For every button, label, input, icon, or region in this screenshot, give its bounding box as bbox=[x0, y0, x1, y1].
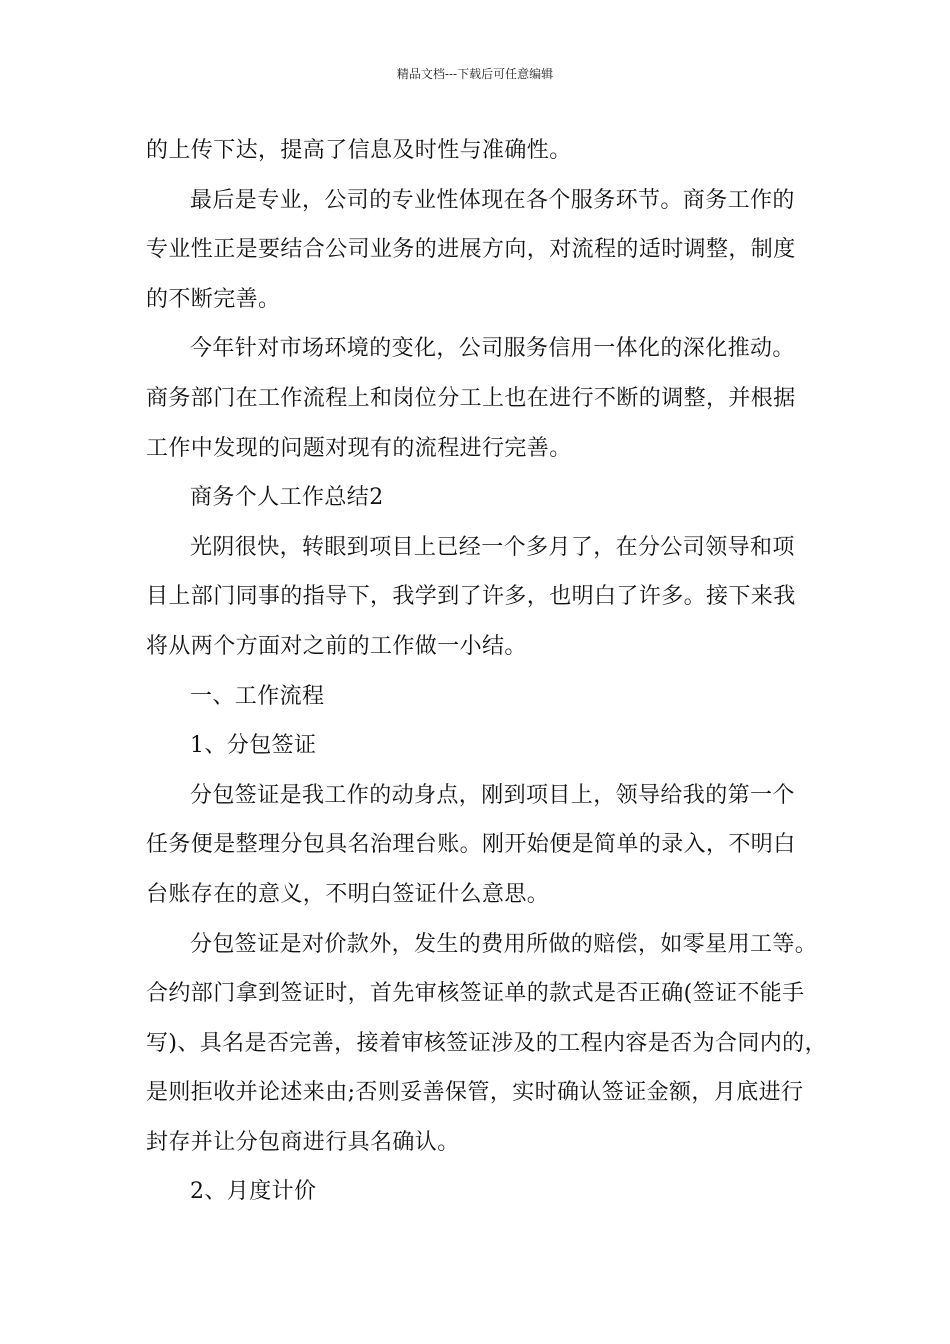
text-line: 今年针对市场环境的变化，公司服务信用一体化的深化推动。 bbox=[190, 336, 795, 362]
document-body bbox=[146, 126, 827, 1217]
section-title: 商务个人工作总结2 bbox=[190, 485, 384, 511]
text-line: 的不断完善。 bbox=[146, 286, 281, 312]
text-line: 任务便是整理分包具名治理台账。刚开始便是简单的录入，不明白 bbox=[146, 832, 796, 858]
text-line: 工作中发现的问题对现有的流程进行完善。 bbox=[146, 435, 572, 461]
text-line: 将从两个方面对之前的工作做一小结。 bbox=[146, 633, 527, 659]
text-line: 写)、具名是否完善，接着审核签证涉及的工程内容是否为合同内的， bbox=[146, 1030, 827, 1056]
text-line: 封存并让分包商进行具名确认。 bbox=[146, 1129, 460, 1155]
subsection-heading: 1、分包签证 bbox=[190, 733, 317, 759]
text-line: 最后是专业，公司的专业性体现在各个服务环节。商务工作的 bbox=[190, 187, 795, 213]
text-line: 目上部门同事的指导下，我学到了许多，也明白了许多。接下来我 bbox=[146, 584, 796, 610]
text-line: 是则拒收并论述来由;否则妥善保管，实时确认签证金额，月底进行 bbox=[146, 1080, 804, 1106]
text-line: 分包签证是对价款外，发生的费用所做的赔偿，如零星用工等。 bbox=[190, 931, 818, 957]
section-heading: 一、工作流程 bbox=[190, 683, 325, 709]
text-line: 合约部门拿到签证时，首先审核签证单的款式是否正确(签证不能手 bbox=[146, 981, 805, 1007]
text-line: 专业性正是要结合公司业务的进展方向，对流程的适时调整，制度 bbox=[146, 237, 796, 263]
text-line: 的上传下达，提高了信息及时性与准确性。 bbox=[146, 138, 572, 163]
subsection-heading: 2、月度计价 bbox=[190, 1179, 317, 1205]
page-header: 精品文档---下载后可任意编辑 bbox=[396, 67, 554, 81]
text-line: 台账存在的意义，不明白签证什么意思。 bbox=[146, 881, 550, 907]
text-line: 光阴很快，转眼到项目上已经一个多月了，在分公司领导和项 bbox=[190, 534, 795, 560]
text-line: 商务部门在工作流程上和岗位分工上也在进行不断的调整，并根据 bbox=[146, 385, 796, 411]
text-line: 分包签证是我工作的动身点，刚到项目上，领导给我的第一个 bbox=[190, 782, 795, 808]
